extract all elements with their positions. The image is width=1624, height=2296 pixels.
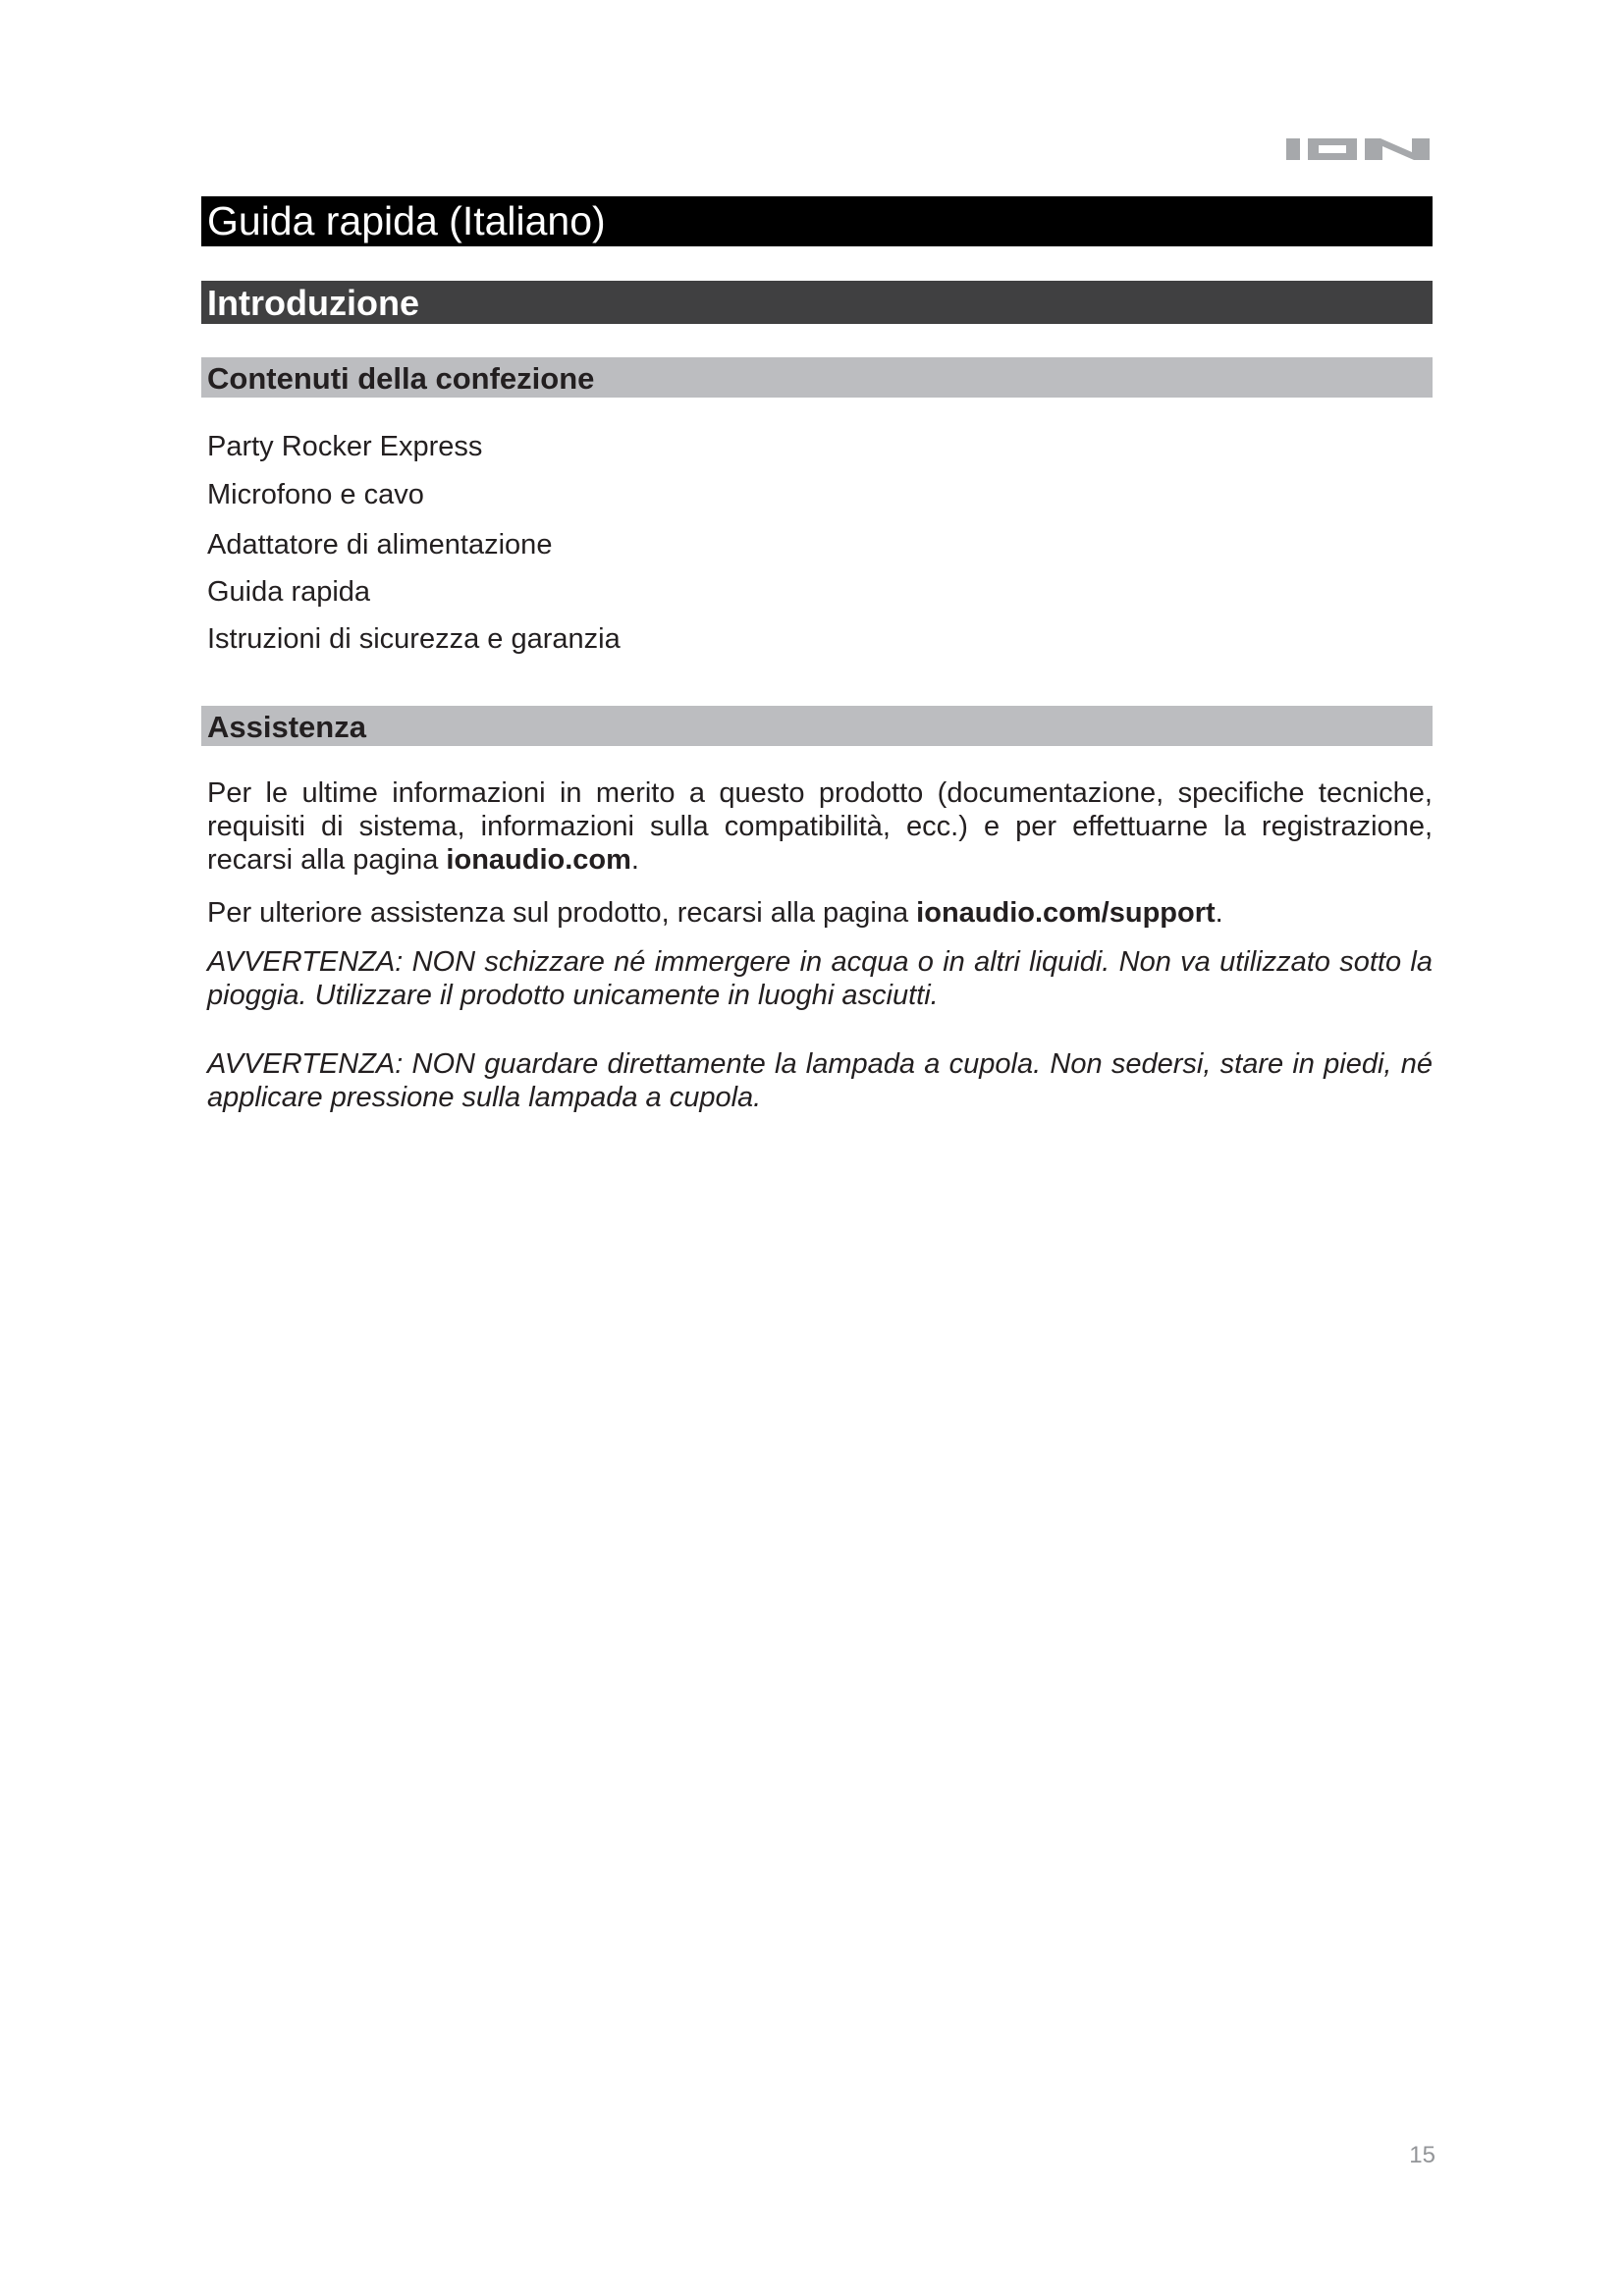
support-heading-bar — [201, 706, 1433, 746]
support-link[interactable]: ionaudio.com/support — [916, 897, 1216, 929]
support-more-paragraph: Per ulteriore assistenza sul prodotto, recarsi alla pagina ionaudio.com/support. — [207, 897, 1223, 929]
support-paragraph-text: Per le ultime informazioni in merito a questo prodotto (documentazione, specifiche tecniche, requisiti di sistema, informazioni sulla compatibilità, ecc.) e per effettuarne la registrazione, recarsi alla pagina — [207, 777, 1433, 876]
list-item: Guida rapida — [207, 576, 371, 608]
list-item: Adattatore di alimentazione — [207, 529, 553, 561]
ion-logo — [1286, 135, 1432, 163]
contents-heading-bar — [201, 357, 1433, 398]
warning-water: AVVERTENZA: NON schizzare né immergere in acqua o in altri liquidi. Non va utilizzato sotto la pioggia. Utilizzare il prodotto unicamente in luoghi asciutti. — [207, 946, 1433, 1011]
page-number: 15 — [1409, 2142, 1435, 2168]
list-item: Istruzioni di sicurezza e garanzia — [207, 623, 621, 655]
support-more-text: Per ulteriore assistenza sul prodotto, recarsi alla pagina — [207, 897, 909, 929]
support-heading: Assistenza — [207, 710, 366, 744]
section-bar — [201, 281, 1433, 324]
title-bar — [201, 196, 1433, 246]
section-heading: Introduzione — [207, 283, 419, 323]
contents-heading: Contenuti della confezione — [207, 361, 595, 396]
warning-lamp: AVVERTENZA: NON guardare direttamente la lampada a cupola. Non sedersi, stare in piedi, né applicare pressione sulla lampada a cupola. — [207, 1048, 1433, 1113]
list-item: Party Rocker Express — [207, 431, 483, 462]
page-title: Guida rapida (Italiano) — [207, 198, 606, 243]
website-link[interactable]: ionaudio.com — [446, 844, 631, 876]
support-paragraph: Per le ultime informazioni in merito a questo prodotto (documentazione, specifiche tecniche, requisiti di sistema, informazioni sulla compatibilità, ecc.) e per effettuarne la registrazione, recarsi alla pagina ionaudio.com. — [207, 777, 1433, 876]
list-item: Microfono e cavo — [207, 479, 424, 510]
